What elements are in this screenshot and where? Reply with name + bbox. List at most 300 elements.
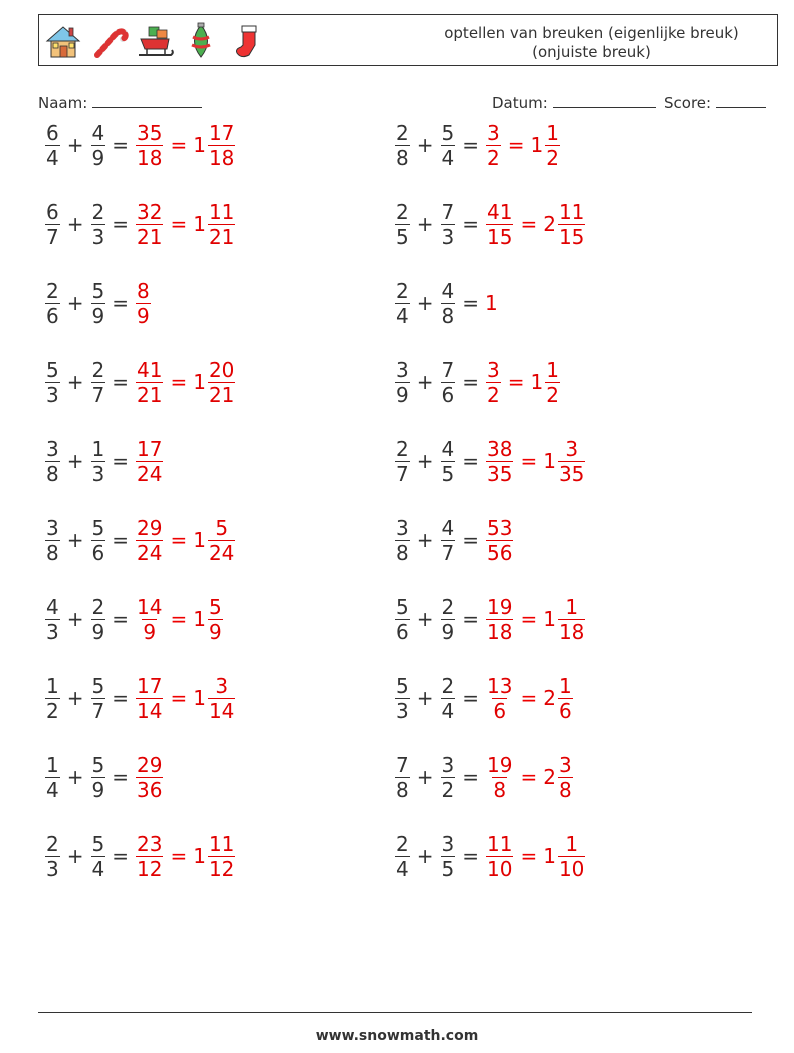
fraction bbox=[45, 832, 60, 881]
denominator: 14 bbox=[208, 698, 235, 723]
equals-sign: = bbox=[520, 212, 538, 236]
answer bbox=[485, 595, 586, 644]
plus-sign: + bbox=[416, 449, 434, 473]
denominator: 18 bbox=[487, 619, 513, 644]
equals-sign: = bbox=[112, 844, 129, 868]
candy-cane-icon bbox=[89, 21, 129, 61]
denominator: 9 bbox=[137, 303, 150, 328]
house-icon bbox=[43, 21, 83, 61]
stocking-icon bbox=[227, 21, 267, 61]
answer bbox=[135, 200, 236, 249]
denominator: 3 bbox=[441, 224, 455, 249]
denominator: 35 bbox=[487, 461, 513, 486]
denominator: 18 bbox=[558, 619, 585, 644]
name-label: Naam: bbox=[38, 94, 88, 112]
problem-item bbox=[44, 589, 224, 649]
fraction bbox=[45, 516, 60, 565]
problem-item bbox=[44, 747, 164, 807]
denominator: 2 bbox=[487, 145, 500, 170]
fraction bbox=[486, 437, 513, 486]
fraction bbox=[136, 200, 163, 249]
fraction bbox=[441, 200, 456, 249]
numerator: 1 bbox=[91, 436, 105, 461]
plus-sign: + bbox=[66, 607, 84, 631]
problem-item bbox=[44, 668, 236, 728]
score-line[interactable] bbox=[716, 95, 766, 108]
problem-item bbox=[394, 115, 561, 175]
equals-sign: = bbox=[170, 212, 188, 236]
denominator: 8 bbox=[396, 145, 409, 170]
sleigh-icon bbox=[135, 21, 175, 61]
equals-sign: = bbox=[462, 844, 479, 868]
fraction bbox=[395, 674, 410, 723]
equals-sign: = bbox=[462, 291, 479, 315]
answer bbox=[135, 437, 164, 486]
numerator: 11 bbox=[487, 831, 513, 856]
equals-sign: = bbox=[112, 291, 129, 315]
fraction bbox=[136, 832, 163, 881]
denominator: 4 bbox=[396, 303, 409, 328]
denominator: 12 bbox=[208, 856, 235, 881]
denominator: 9 bbox=[143, 619, 157, 644]
numerator: 2 bbox=[396, 831, 409, 856]
fraction bbox=[136, 753, 163, 802]
date-label: Datum: bbox=[492, 94, 548, 112]
denominator: 35 bbox=[558, 461, 585, 486]
equals-sign: = bbox=[462, 449, 479, 473]
fraction bbox=[395, 832, 410, 881]
plus-sign: + bbox=[416, 686, 434, 710]
plus-sign: + bbox=[416, 370, 434, 394]
denominator: 5 bbox=[441, 856, 455, 881]
denominator: 6 bbox=[91, 540, 105, 565]
denominator: 2 bbox=[46, 698, 59, 723]
denominator: 56 bbox=[487, 540, 513, 565]
answer bbox=[135, 674, 236, 723]
denominator: 8 bbox=[396, 777, 409, 802]
fraction bbox=[45, 200, 60, 249]
equals-sign: = bbox=[462, 607, 479, 631]
numerator: 1 bbox=[565, 831, 579, 856]
plus-sign: + bbox=[66, 765, 84, 789]
denominator: 6 bbox=[493, 698, 507, 723]
numerator: 3 bbox=[487, 357, 500, 382]
mixed-whole: 1 bbox=[543, 607, 556, 631]
problem-item bbox=[394, 668, 574, 728]
equals-sign: = bbox=[507, 370, 525, 394]
numerator: 32 bbox=[137, 199, 163, 224]
equals-sign: = bbox=[520, 765, 538, 789]
fraction bbox=[45, 358, 60, 407]
denominator: 2 bbox=[487, 382, 500, 407]
fraction bbox=[558, 595, 585, 644]
plus-sign: + bbox=[66, 212, 84, 236]
fraction bbox=[91, 437, 106, 486]
denominator: 21 bbox=[137, 382, 163, 407]
numerator: 1 bbox=[46, 673, 59, 698]
numerator: 4 bbox=[91, 120, 105, 145]
fraction bbox=[136, 121, 163, 170]
numerator: 11 bbox=[208, 199, 235, 224]
denominator: 6 bbox=[441, 382, 455, 407]
numerator: 4 bbox=[46, 594, 59, 619]
mixed-whole: 1 bbox=[193, 133, 206, 157]
numerator: 5 bbox=[91, 673, 105, 698]
mixed-whole: 1 bbox=[530, 370, 544, 394]
numerator: 3 bbox=[396, 357, 409, 382]
fraction bbox=[441, 516, 456, 565]
problem-item bbox=[394, 589, 586, 649]
plus-sign: + bbox=[416, 844, 434, 868]
equals-sign: = bbox=[112, 370, 129, 394]
numerator: 1 bbox=[565, 594, 579, 619]
fraction bbox=[208, 200, 235, 249]
equals-sign: = bbox=[520, 607, 538, 631]
mixed-whole: 1 bbox=[193, 212, 206, 236]
header-icons bbox=[43, 19, 267, 63]
denominator: 2 bbox=[546, 382, 559, 407]
numerator: 4 bbox=[441, 515, 455, 540]
denominator: 8 bbox=[441, 303, 455, 328]
equals-sign: = bbox=[170, 844, 188, 868]
answer bbox=[485, 291, 498, 315]
denominator: 7 bbox=[46, 224, 59, 249]
fraction bbox=[136, 437, 163, 486]
fraction bbox=[91, 200, 106, 249]
numerator: 3 bbox=[558, 752, 572, 777]
answer bbox=[135, 753, 164, 802]
numerator: 29 bbox=[137, 752, 163, 777]
numerator: 41 bbox=[487, 199, 513, 224]
numerator: 35 bbox=[137, 120, 163, 145]
plus-sign: + bbox=[66, 291, 84, 315]
denominator: 9 bbox=[441, 619, 455, 644]
numerator: 11 bbox=[558, 199, 585, 224]
numerator: 3 bbox=[441, 831, 455, 856]
mixed-whole: 1 bbox=[193, 844, 206, 868]
denominator: 8 bbox=[46, 540, 59, 565]
answer bbox=[485, 753, 574, 802]
equals-sign: = bbox=[170, 607, 188, 631]
equals-sign: = bbox=[170, 370, 188, 394]
problem-item bbox=[394, 510, 514, 570]
numerator: 5 bbox=[91, 831, 105, 856]
problem-item bbox=[44, 115, 236, 175]
denominator: 4 bbox=[46, 145, 59, 170]
denominator: 5 bbox=[396, 224, 409, 249]
equals-sign: = bbox=[462, 212, 479, 236]
fraction bbox=[91, 753, 106, 802]
fraction bbox=[441, 358, 456, 407]
denominator: 4 bbox=[91, 856, 105, 881]
denominator: 9 bbox=[208, 619, 222, 644]
fraction bbox=[395, 121, 410, 170]
denominator: 9 bbox=[91, 303, 105, 328]
mixed-whole: 1 bbox=[193, 370, 206, 394]
ornament-icon bbox=[181, 21, 221, 61]
equals-sign: = bbox=[112, 686, 129, 710]
problem-item bbox=[44, 194, 236, 254]
plus-sign: + bbox=[416, 212, 434, 236]
score-label: Score: bbox=[664, 94, 712, 112]
fraction bbox=[486, 595, 513, 644]
numerator: 1 bbox=[558, 673, 572, 698]
numerator: 5 bbox=[396, 673, 409, 698]
name-line[interactable] bbox=[92, 95, 202, 108]
equals-sign: = bbox=[462, 133, 479, 157]
answer-whole: 1 bbox=[485, 291, 498, 315]
equals-sign: = bbox=[170, 686, 188, 710]
fraction bbox=[91, 595, 106, 644]
denominator: 8 bbox=[46, 461, 59, 486]
problem-item bbox=[394, 273, 498, 333]
fraction bbox=[486, 358, 501, 407]
fraction bbox=[45, 674, 60, 723]
numerator: 6 bbox=[46, 120, 59, 145]
equals-sign: = bbox=[112, 765, 129, 789]
denominator: 4 bbox=[441, 698, 455, 723]
fraction bbox=[486, 674, 513, 723]
denominator: 9 bbox=[396, 382, 409, 407]
numerator: 1 bbox=[546, 357, 559, 382]
denominator: 15 bbox=[487, 224, 513, 249]
denominator: 6 bbox=[558, 698, 572, 723]
numerator: 4 bbox=[441, 278, 455, 303]
fraction bbox=[558, 437, 585, 486]
denominator: 21 bbox=[208, 224, 235, 249]
denominator: 24 bbox=[137, 540, 163, 565]
plus-sign: + bbox=[66, 133, 84, 157]
numerator: 13 bbox=[487, 673, 513, 698]
problem-item bbox=[44, 273, 152, 333]
fraction bbox=[45, 595, 60, 644]
numerator: 19 bbox=[487, 594, 513, 619]
equals-sign: = bbox=[462, 765, 479, 789]
denominator: 36 bbox=[137, 777, 163, 802]
numerator: 3 bbox=[46, 436, 59, 461]
fraction bbox=[395, 200, 410, 249]
numerator: 2 bbox=[396, 278, 409, 303]
denominator: 8 bbox=[558, 777, 572, 802]
equals-sign: = bbox=[170, 133, 188, 157]
plus-sign: + bbox=[416, 291, 434, 315]
plus-sign: + bbox=[416, 765, 434, 789]
plus-sign: + bbox=[416, 607, 434, 631]
fraction bbox=[208, 516, 235, 565]
equals-sign: = bbox=[462, 370, 479, 394]
numerator: 5 bbox=[441, 120, 455, 145]
denominator: 3 bbox=[91, 224, 105, 249]
fraction bbox=[486, 200, 513, 249]
denominator: 7 bbox=[396, 461, 409, 486]
date-field[interactable] bbox=[492, 94, 656, 112]
fraction bbox=[136, 358, 163, 407]
fraction bbox=[558, 674, 573, 723]
fraction bbox=[441, 437, 456, 486]
fraction bbox=[45, 121, 60, 170]
fraction bbox=[558, 832, 585, 881]
answer bbox=[135, 279, 152, 328]
denominator: 4 bbox=[441, 145, 455, 170]
footer-url: www.snowmath.com bbox=[315, 1028, 479, 1044]
answer bbox=[135, 121, 236, 170]
fraction bbox=[91, 674, 106, 723]
equals-sign: = bbox=[520, 844, 538, 868]
fraction bbox=[395, 516, 410, 565]
fraction bbox=[486, 832, 513, 881]
numerator: 2 bbox=[396, 436, 409, 461]
numerator: 2 bbox=[91, 594, 105, 619]
mixed-whole: 2 bbox=[543, 686, 556, 710]
fraction bbox=[45, 753, 60, 802]
fraction bbox=[395, 595, 410, 644]
fraction bbox=[486, 516, 513, 565]
score-field[interactable] bbox=[664, 94, 766, 112]
denominator: 12 bbox=[137, 856, 163, 881]
fraction bbox=[91, 279, 106, 328]
denominator: 2 bbox=[441, 777, 455, 802]
numerator: 7 bbox=[441, 357, 455, 382]
numerator: 2 bbox=[46, 278, 59, 303]
numerator: 2 bbox=[91, 199, 105, 224]
plus-sign: + bbox=[66, 844, 84, 868]
mixed-whole: 1 bbox=[543, 844, 556, 868]
mixed-whole: 2 bbox=[543, 765, 556, 789]
numerator: 7 bbox=[441, 199, 455, 224]
denominator: 18 bbox=[137, 145, 163, 170]
fraction bbox=[558, 200, 585, 249]
answer bbox=[135, 595, 224, 644]
plus-sign: + bbox=[66, 370, 84, 394]
fraction bbox=[45, 437, 60, 486]
denominator: 8 bbox=[396, 540, 409, 565]
numerator: 2 bbox=[396, 199, 409, 224]
problem-item bbox=[394, 352, 561, 412]
denominator: 3 bbox=[46, 619, 59, 644]
fraction bbox=[136, 674, 163, 723]
numerator: 19 bbox=[487, 752, 513, 777]
plus-sign: + bbox=[416, 133, 434, 157]
numerator: 2 bbox=[46, 831, 59, 856]
answer bbox=[135, 516, 236, 565]
plus-sign: + bbox=[66, 449, 84, 473]
fraction bbox=[486, 121, 501, 170]
numerator: 2 bbox=[396, 120, 409, 145]
denominator: 9 bbox=[91, 619, 105, 644]
answer bbox=[485, 358, 561, 407]
numerator: 14 bbox=[137, 594, 163, 619]
answer bbox=[135, 832, 236, 881]
fraction bbox=[441, 595, 456, 644]
name-field[interactable] bbox=[38, 94, 202, 112]
answer bbox=[485, 200, 586, 249]
denominator: 6 bbox=[396, 619, 409, 644]
fraction bbox=[208, 121, 235, 170]
problem-item bbox=[394, 431, 586, 491]
fraction bbox=[208, 832, 235, 881]
fraction bbox=[441, 279, 456, 328]
worksheet-header bbox=[38, 14, 778, 66]
numerator: 29 bbox=[137, 515, 163, 540]
mixed-whole: 2 bbox=[543, 212, 556, 236]
denominator: 10 bbox=[487, 856, 513, 881]
fraction bbox=[395, 358, 410, 407]
denominator: 4 bbox=[396, 856, 409, 881]
equals-sign: = bbox=[462, 528, 479, 552]
problem-item bbox=[394, 747, 574, 807]
problem-item bbox=[44, 510, 236, 570]
denominator: 9 bbox=[91, 145, 105, 170]
mixed-whole: 1 bbox=[193, 686, 206, 710]
numerator: 41 bbox=[137, 357, 163, 382]
mixed-whole: 1 bbox=[530, 133, 544, 157]
numerator: 5 bbox=[208, 594, 222, 619]
numerator: 5 bbox=[91, 752, 105, 777]
equals-sign: = bbox=[520, 449, 538, 473]
answer bbox=[485, 674, 574, 723]
numerator: 1 bbox=[46, 752, 59, 777]
answer bbox=[485, 437, 586, 486]
fraction bbox=[441, 121, 456, 170]
problem-item bbox=[44, 431, 164, 491]
numerator: 3 bbox=[487, 120, 500, 145]
numerator: 20 bbox=[208, 357, 235, 382]
fraction bbox=[545, 358, 560, 407]
numerator: 5 bbox=[215, 515, 229, 540]
numerator: 2 bbox=[441, 673, 455, 698]
equals-sign: = bbox=[507, 133, 525, 157]
numerator: 5 bbox=[91, 278, 105, 303]
numerator: 38 bbox=[487, 436, 513, 461]
numerator: 4 bbox=[441, 436, 455, 461]
denominator: 7 bbox=[91, 698, 105, 723]
numerator: 8 bbox=[137, 278, 150, 303]
numerator: 2 bbox=[91, 357, 105, 382]
denominator: 3 bbox=[91, 461, 105, 486]
fraction bbox=[208, 358, 235, 407]
denominator: 15 bbox=[558, 224, 585, 249]
fraction bbox=[136, 595, 163, 644]
problem-item bbox=[394, 194, 586, 254]
fraction bbox=[395, 437, 410, 486]
denominator: 18 bbox=[208, 145, 235, 170]
fraction bbox=[545, 121, 560, 170]
numerator: 5 bbox=[91, 515, 105, 540]
answer bbox=[485, 832, 586, 881]
denominator: 21 bbox=[208, 382, 235, 407]
denominator: 3 bbox=[46, 856, 59, 881]
denominator: 8 bbox=[493, 777, 507, 802]
fraction bbox=[136, 516, 163, 565]
denominator: 7 bbox=[441, 540, 455, 565]
mixed-whole: 1 bbox=[193, 607, 206, 631]
answer bbox=[135, 358, 236, 407]
equals-sign: = bbox=[520, 686, 538, 710]
fraction bbox=[91, 121, 106, 170]
numerator: 17 bbox=[137, 436, 163, 461]
fraction bbox=[441, 832, 456, 881]
date-line[interactable] bbox=[553, 95, 656, 108]
fraction bbox=[136, 279, 151, 328]
fraction bbox=[395, 753, 410, 802]
problem-item bbox=[394, 826, 586, 886]
numerator: 3 bbox=[215, 673, 229, 698]
numerator: 1 bbox=[546, 120, 559, 145]
equals-sign: = bbox=[112, 607, 129, 631]
denominator: 14 bbox=[137, 698, 163, 723]
title-line-2: (onjuiste breuk) bbox=[532, 43, 651, 61]
denominator: 6 bbox=[46, 303, 59, 328]
